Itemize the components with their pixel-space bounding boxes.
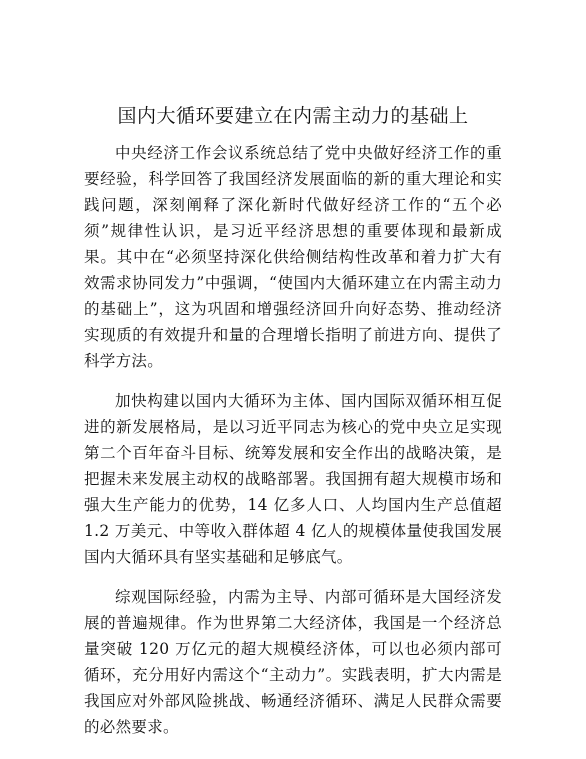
paragraph-1: 中央经济工作会议系统总结了党中央做好经济工作的重要经验，科学回答了我国经济发展面临的新的重大理论和实践问题，深刻阐释了深化新时代做好经济工作的“五个必须”规律性认识，是习近平经济思想的重要体现和最新成果。其中在“必须坚持深化供给侧结构性改革和着力扩大有效需求协同发力”中强调，“使国内大循环建立在内需主动力的基础上”，这为巩固和增强经济回升向好态势、推动经济实现质的有效提升和量的合理增长指明了前进方向、提供了科学方法。 xyxy=(84,144,502,370)
paragraph-3: 综观国际经验，内需为主导、内部可循环是大国经济发展的普遍规律。作为世界第二大经济体，我国是一个经济总量突破 120 万亿元的超大规模经济体，可以也必须内部可循环，充分用好内需这个“主动力”。实践表明，扩大内需是我国应对外部风险挑战、畅通经济循环、满足人民群众需要的必然要求。 xyxy=(84,588,502,736)
paragraph-2: 加快构建以国内大循环为主体、国内国际双循环相互促进的新发展格局，是以习近平同志为核心的党中央立足实现第二个百年奋斗目标、统筹发展和安全作出的战略决策，是把握未来发展主动权的战略部署。我国拥有超大规模市场和强大生产能力的优势，14 亿多人口、人均国内生产总值超 1.2 万美元、中等收入群体超 4 亿人的规模体量使我国发展国内大循环具有坚实基础和足够底气。 xyxy=(84,392,502,566)
document-title: 国内大循环要建立在内需主动力的基础上 xyxy=(117,105,469,127)
